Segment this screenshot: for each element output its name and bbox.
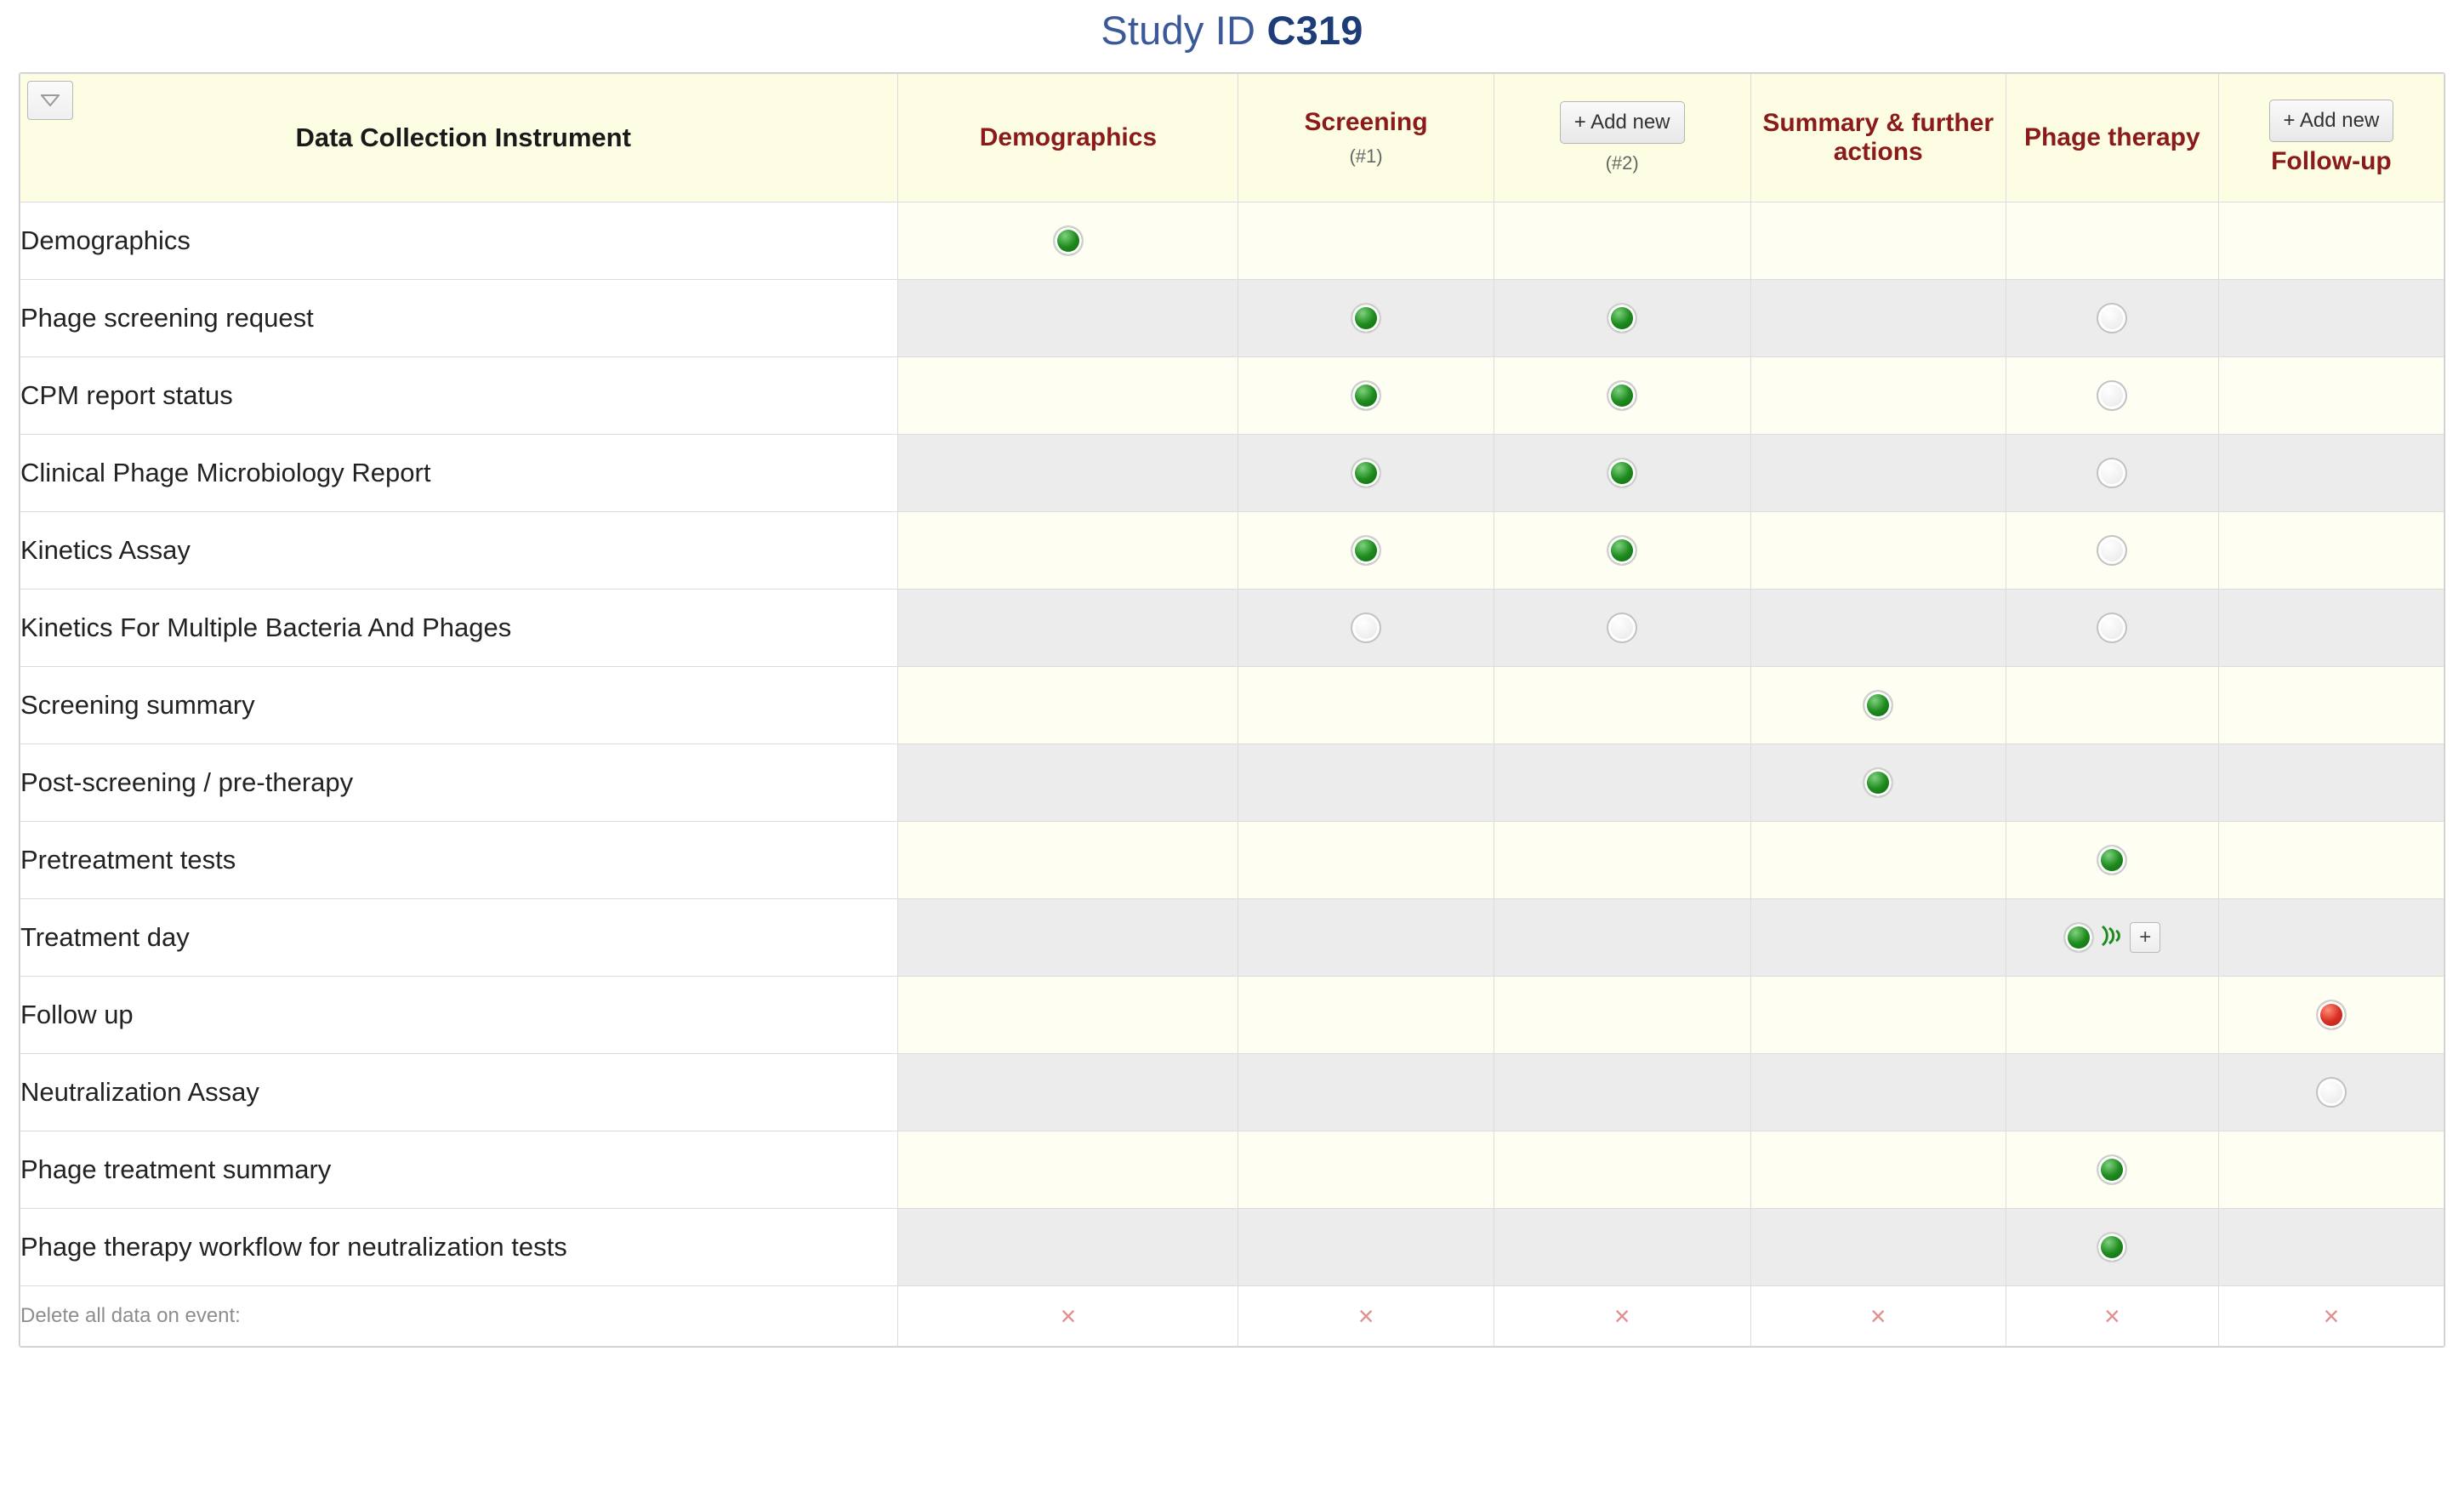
table-row <box>20 202 2444 280</box>
instrument-column-label: Data Collection Instrument <box>295 123 631 152</box>
status-cell[interactable] <box>2218 977 2444 1054</box>
delete-event-cell[interactable] <box>898 1286 1238 1347</box>
status-cell <box>898 280 1238 357</box>
status-cell-content <box>1494 303 1750 333</box>
status-bubble-green[interactable] <box>2097 845 2127 875</box>
status-cell[interactable] <box>2006 822 2218 899</box>
status-cell <box>1238 822 1494 899</box>
status-cell[interactable] <box>2006 899 2218 977</box>
instrument-name-cell: Clinical Phage Microbiology Report <box>20 435 898 512</box>
status-cell <box>1750 357 2006 435</box>
instrument-name-cell: Phage therapy workflow for neutralization tests <box>20 1209 898 1286</box>
instrument-name-cell: Follow up <box>20 977 898 1054</box>
status-cell <box>1750 1054 2006 1131</box>
status-bubble-grey[interactable] <box>2097 613 2127 643</box>
status-bubble-green[interactable] <box>1607 380 1637 411</box>
table-row <box>20 590 2444 667</box>
instrument-name-cell: Kinetics Assay <box>20 512 898 590</box>
delete-event-cell[interactable] <box>1494 1286 1750 1347</box>
status-cell[interactable] <box>2006 1131 2218 1209</box>
status-cell <box>898 1131 1238 1209</box>
instrument-name-cell: Treatment day <box>20 899 898 977</box>
status-cell-content <box>2006 845 2218 875</box>
status-bubble-grey[interactable] <box>2316 1077 2347 1108</box>
status-bubble-green[interactable] <box>1351 303 1381 333</box>
instrument-event-grid <box>19 72 2445 1348</box>
status-cell <box>898 435 1238 512</box>
status-cell[interactable] <box>1494 590 1750 667</box>
column-header-screening-label: Screening <box>1304 108 1428 137</box>
status-cell[interactable] <box>1750 667 2006 744</box>
table-row <box>20 1209 2444 1286</box>
status-cell[interactable] <box>1750 744 2006 822</box>
status-cell[interactable] <box>1238 512 1494 590</box>
status-cell-content <box>1494 380 1750 411</box>
status-cell-content <box>2006 535 2218 566</box>
status-bubble-green[interactable] <box>2097 1154 2127 1185</box>
status-cell <box>1238 667 1494 744</box>
column-header-phage-therapy[interactable] <box>2006 74 2218 202</box>
grid-table <box>20 73 2444 1347</box>
status-cell <box>1750 435 2006 512</box>
status-cell-content <box>1238 613 1493 643</box>
status-cell[interactable] <box>1494 435 1750 512</box>
status-cell-content <box>2006 1232 2218 1262</box>
instrument-name-cell: Demographics <box>20 202 898 280</box>
status-cell <box>1238 1054 1494 1131</box>
status-cell-content <box>2006 303 2218 333</box>
status-cell[interactable] <box>2006 435 2218 512</box>
status-cell[interactable] <box>1238 280 1494 357</box>
status-cell <box>1238 977 1494 1054</box>
status-cell <box>1750 202 2006 280</box>
status-bubble-green[interactable] <box>2063 922 2094 953</box>
status-cell <box>1750 280 2006 357</box>
delete-event-cell[interactable] <box>1238 1286 1494 1347</box>
status-cell <box>1238 202 1494 280</box>
status-cell[interactable] <box>898 202 1238 280</box>
column-header-demographics[interactable] <box>898 74 1238 202</box>
status-cell <box>2218 1131 2444 1209</box>
delete-event-cell[interactable] <box>2006 1286 2218 1347</box>
status-cell <box>2218 202 2444 280</box>
status-cell <box>898 1054 1238 1131</box>
status-cell <box>1494 977 1750 1054</box>
table-row <box>20 744 2444 822</box>
status-cell-content <box>2006 1154 2218 1185</box>
status-bubble-grey[interactable] <box>2097 535 2127 566</box>
status-cell <box>898 512 1238 590</box>
status-cell <box>2218 590 2444 667</box>
status-cell[interactable] <box>2006 590 2218 667</box>
status-bubble-green[interactable] <box>1863 767 1893 798</box>
status-bubble-grey[interactable] <box>2097 458 2127 488</box>
status-cell-content <box>2006 921 2218 954</box>
instrument-name-cell: Kinetics For Multiple Bacteria And Phages <box>20 590 898 667</box>
column-header-follow-up[interactable] <box>2218 74 2444 202</box>
status-cell[interactable] <box>1238 357 1494 435</box>
status-cell <box>1494 1054 1750 1131</box>
status-cell <box>2218 435 2444 512</box>
status-bubble-grey[interactable] <box>1351 613 1381 643</box>
study-id-value: C319 <box>1266 8 1363 53</box>
status-cell-content <box>1494 613 1750 643</box>
add-new-button-screening[interactable]: + Add new <box>1560 101 1685 144</box>
status-cell[interactable] <box>2006 1209 2218 1286</box>
status-cell <box>1494 1131 1750 1209</box>
table-row <box>20 512 2444 590</box>
instrument-name-cell: Phage screening request <box>20 280 898 357</box>
status-cell <box>1750 512 2006 590</box>
status-bubble-green[interactable] <box>1351 535 1381 566</box>
grid-body <box>20 202 2444 1347</box>
table-row <box>20 977 2444 1054</box>
delete-x-icon[interactable]: × <box>2323 1301 2340 1331</box>
status-cell-content <box>1494 458 1750 488</box>
column-header-summary-label: Summary & further actions <box>1762 109 1995 166</box>
column-header-summary-further-actions[interactable] <box>1750 74 2006 202</box>
grid-header <box>20 74 2444 202</box>
status-cell <box>1750 977 2006 1054</box>
delete-x-icon[interactable]: × <box>2103 1301 2120 1331</box>
status-cell[interactable] <box>2006 512 2218 590</box>
status-cell <box>2218 667 2444 744</box>
table-row <box>20 435 2444 512</box>
status-cell-content <box>1238 458 1493 488</box>
status-bubble-grey[interactable] <box>2097 303 2127 333</box>
status-cell[interactable] <box>1238 435 1494 512</box>
status-cell <box>1750 899 2006 977</box>
page-title-prefix: Study ID <box>1101 8 1256 53</box>
status-cell <box>1238 744 1494 822</box>
page-title <box>0 0 2464 72</box>
status-cell <box>2218 1209 2444 1286</box>
status-cell-content <box>1751 767 2006 798</box>
status-bubble-green[interactable] <box>1607 458 1637 488</box>
status-cell[interactable] <box>1238 590 1494 667</box>
status-cell <box>2006 667 2218 744</box>
status-cell-content <box>1238 303 1493 333</box>
table-row <box>20 357 2444 435</box>
table-row <box>20 667 2444 744</box>
status-cell <box>2218 899 2444 977</box>
status-cell <box>2218 357 2444 435</box>
status-cell <box>1238 1131 1494 1209</box>
table-row <box>20 1054 2444 1131</box>
status-cell-content <box>2219 1000 2444 1030</box>
status-cell <box>1750 822 2006 899</box>
status-bubble-green[interactable] <box>1607 535 1637 566</box>
status-cell <box>898 667 1238 744</box>
status-cell <box>2218 822 2444 899</box>
status-cell <box>898 357 1238 435</box>
status-cell <box>2006 202 2218 280</box>
column-header-demographics-label: Demographics <box>979 123 1158 152</box>
status-cell <box>2006 1054 2218 1131</box>
status-cell-content <box>1238 535 1493 566</box>
status-cell <box>1494 744 1750 822</box>
repeating-instances-icon <box>2099 921 2121 954</box>
status-cell <box>1750 1209 2006 1286</box>
status-cell <box>1750 590 2006 667</box>
status-cell <box>898 899 1238 977</box>
column-header-screening2-instance: (#2) <box>1605 152 1639 174</box>
status-cell-content <box>1494 535 1750 566</box>
status-bubble-green[interactable] <box>1053 225 1084 256</box>
status-cell <box>1238 1209 1494 1286</box>
status-cell <box>1494 1209 1750 1286</box>
header-row <box>20 74 2444 202</box>
status-bubble-red[interactable] <box>2316 1000 2347 1030</box>
status-cell-content <box>2006 458 2218 488</box>
instrument-name-cell: Post-screening / pre-therapy <box>20 744 898 822</box>
column-header-screening-instance: (#1) <box>1349 145 1383 167</box>
status-cell-content <box>1238 380 1493 411</box>
status-cell-content <box>1751 690 2006 721</box>
status-bubble-green[interactable] <box>2097 1232 2127 1262</box>
column-header-phage-therapy-label: Phage therapy <box>2023 123 2200 152</box>
status-bubble-green[interactable] <box>1351 458 1381 488</box>
status-cell[interactable] <box>2218 1054 2444 1131</box>
instrument-name-cell: CPM report status <box>20 357 898 435</box>
delete-all-data-label: Delete all data on event: <box>20 1286 898 1347</box>
status-cell <box>2006 977 2218 1054</box>
status-cell[interactable] <box>1494 512 1750 590</box>
status-bubble-grey[interactable] <box>1607 613 1637 643</box>
status-bubble-green[interactable] <box>1351 380 1381 411</box>
delete-event-cell[interactable] <box>1750 1286 2006 1347</box>
column-header-screening-1[interactable] <box>1238 74 1494 202</box>
status-cell <box>1238 899 1494 977</box>
delete-x-icon[interactable]: × <box>1869 1301 1886 1331</box>
add-new-button-follow-up[interactable]: + Add new <box>2269 100 2394 142</box>
status-cell <box>2218 744 2444 822</box>
instrument-column-header <box>20 74 898 202</box>
instrument-name-cell: Phage treatment summary <box>20 1131 898 1209</box>
status-cell <box>898 590 1238 667</box>
status-cell <box>898 1209 1238 1286</box>
status-cell[interactable] <box>1494 280 1750 357</box>
column-header-screening-2[interactable] <box>1494 74 1750 202</box>
delete-event-cell[interactable] <box>2218 1286 2444 1347</box>
status-cell-content <box>2219 1077 2444 1108</box>
status-bubble-green[interactable] <box>1607 303 1637 333</box>
delete-x-icon[interactable]: × <box>1060 1301 1077 1331</box>
status-cell <box>898 822 1238 899</box>
status-bubble-grey[interactable] <box>2097 380 2127 411</box>
instrument-name-cell: Neutralization Assay <box>20 1054 898 1131</box>
status-cell <box>1494 667 1750 744</box>
delete-x-icon[interactable]: × <box>1613 1301 1630 1331</box>
status-cell <box>1494 822 1750 899</box>
status-cell <box>2218 512 2444 590</box>
delete-all-data-row <box>20 1286 2444 1347</box>
status-cell[interactable] <box>1494 357 1750 435</box>
chevron-down-icon[interactable] <box>27 81 73 120</box>
status-cell <box>1750 1131 2006 1209</box>
status-cell[interactable] <box>2006 280 2218 357</box>
table-row <box>20 899 2444 977</box>
instrument-name-cell: Screening summary <box>20 667 898 744</box>
status-bubble-green[interactable] <box>1863 690 1893 721</box>
table-row <box>20 280 2444 357</box>
table-row <box>20 822 2444 899</box>
status-cell[interactable] <box>2006 357 2218 435</box>
delete-x-icon[interactable]: × <box>1357 1301 1374 1331</box>
status-cell-content <box>2006 380 2218 411</box>
status-cell <box>898 744 1238 822</box>
status-cell-content <box>898 225 1238 256</box>
add-instance-button[interactable]: + <box>2130 922 2160 953</box>
status-cell <box>2006 744 2218 822</box>
table-row <box>20 1131 2444 1209</box>
status-cell <box>898 977 1238 1054</box>
status-cell-content <box>2006 613 2218 643</box>
status-cell <box>2218 280 2444 357</box>
instrument-name-cell: Pretreatment tests <box>20 822 898 899</box>
status-cell <box>1494 202 1750 280</box>
column-header-follow-up-label: Follow-up <box>2271 147 2392 176</box>
status-cell <box>1494 899 1750 977</box>
